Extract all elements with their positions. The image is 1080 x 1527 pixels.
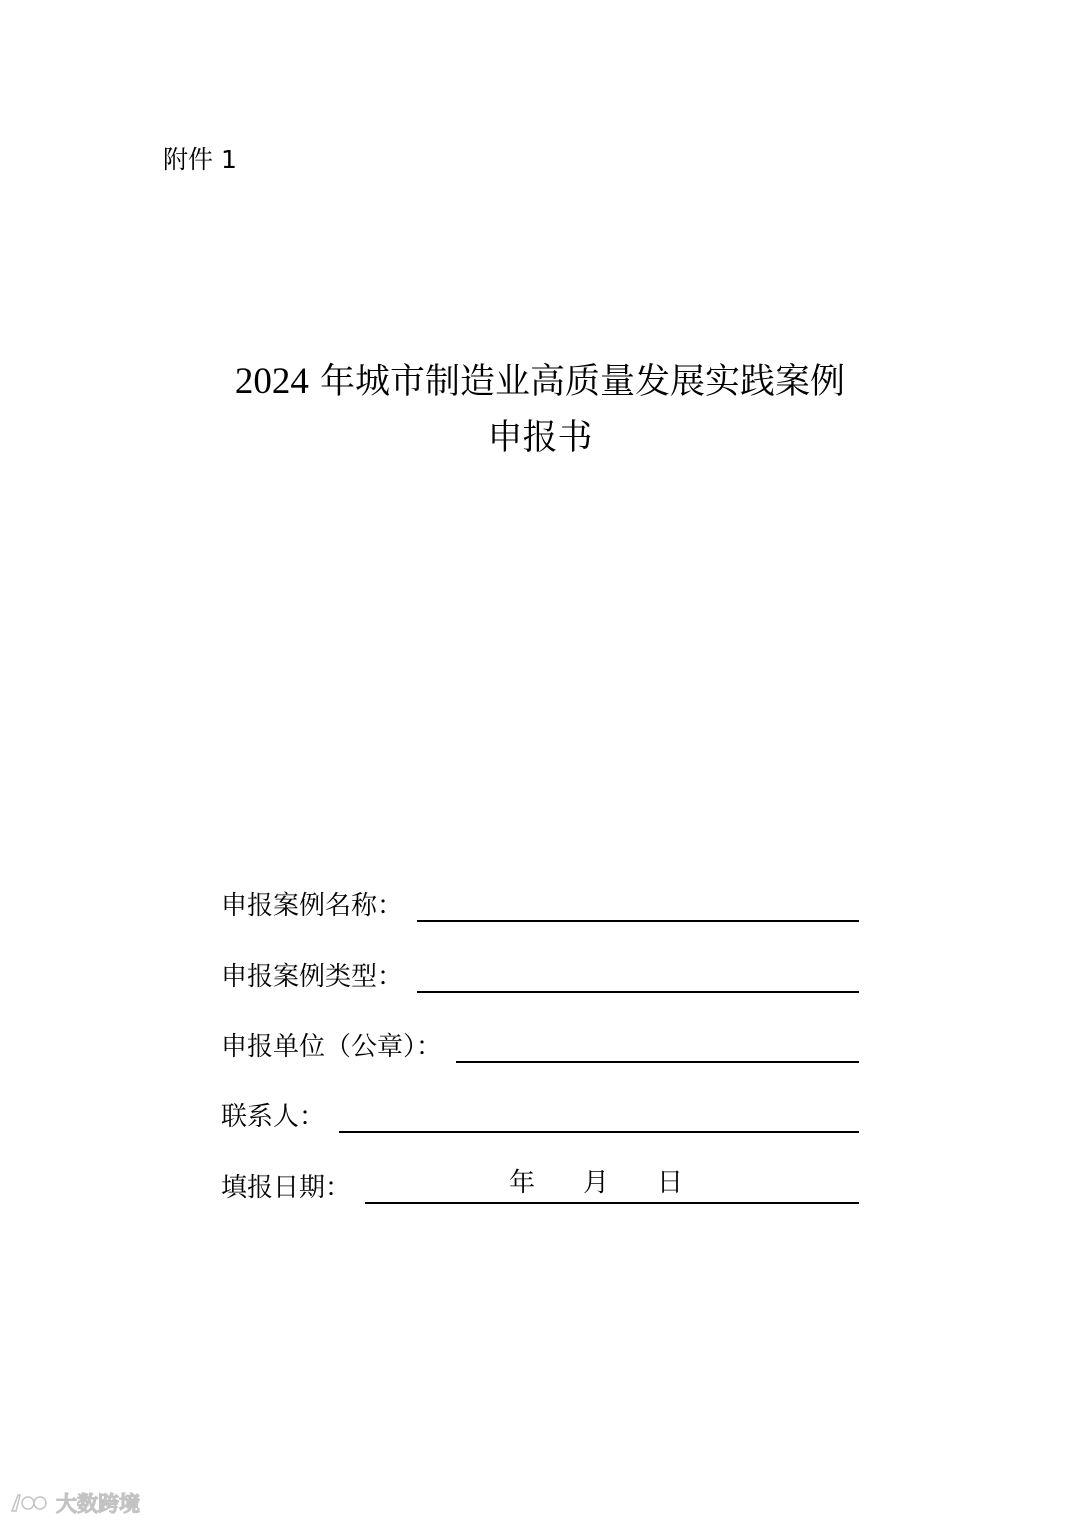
contact-person-label: 联系人： bbox=[221, 1102, 326, 1132]
applicant-unit-label: 申报单位（公章）： bbox=[221, 1032, 443, 1062]
date-month-unit: 月 bbox=[583, 1168, 610, 1198]
watermark bbox=[8, 1488, 140, 1518]
fill-date-field[interactable] bbox=[365, 1170, 859, 1204]
form-row-fill-date bbox=[221, 1166, 859, 1206]
form-row-contact-person bbox=[221, 1095, 859, 1135]
case-type-field[interactable] bbox=[417, 959, 859, 993]
form-row-case-type bbox=[221, 955, 859, 995]
form-row-applicant-unit bbox=[221, 1025, 859, 1065]
case-name-label: 申报案例名称： bbox=[221, 891, 404, 921]
form-row-case-name bbox=[221, 884, 859, 924]
watermark-text: 大数跨境 bbox=[56, 1492, 140, 1516]
date-year-unit: 年 bbox=[509, 1168, 536, 1198]
document-title-line-2: 申报书 bbox=[487, 418, 593, 458]
title-year: 2024 bbox=[234, 361, 309, 402]
attachment-label: 附件 1 bbox=[163, 145, 237, 174]
date-day-unit: 日 bbox=[657, 1168, 684, 1198]
fill-date-label: 填报日期： bbox=[221, 1173, 352, 1203]
watermark-logo-icon bbox=[8, 1489, 52, 1517]
document-title-line-1 bbox=[0, 360, 1080, 404]
contact-person-field[interactable] bbox=[339, 1099, 859, 1133]
case-name-field[interactable] bbox=[417, 888, 859, 922]
case-type-label: 申报案例类型： bbox=[221, 962, 404, 992]
title-main: 年城市制造业高质量发展实践案例 bbox=[308, 362, 846, 402]
applicant-unit-field[interactable] bbox=[456, 1029, 859, 1063]
